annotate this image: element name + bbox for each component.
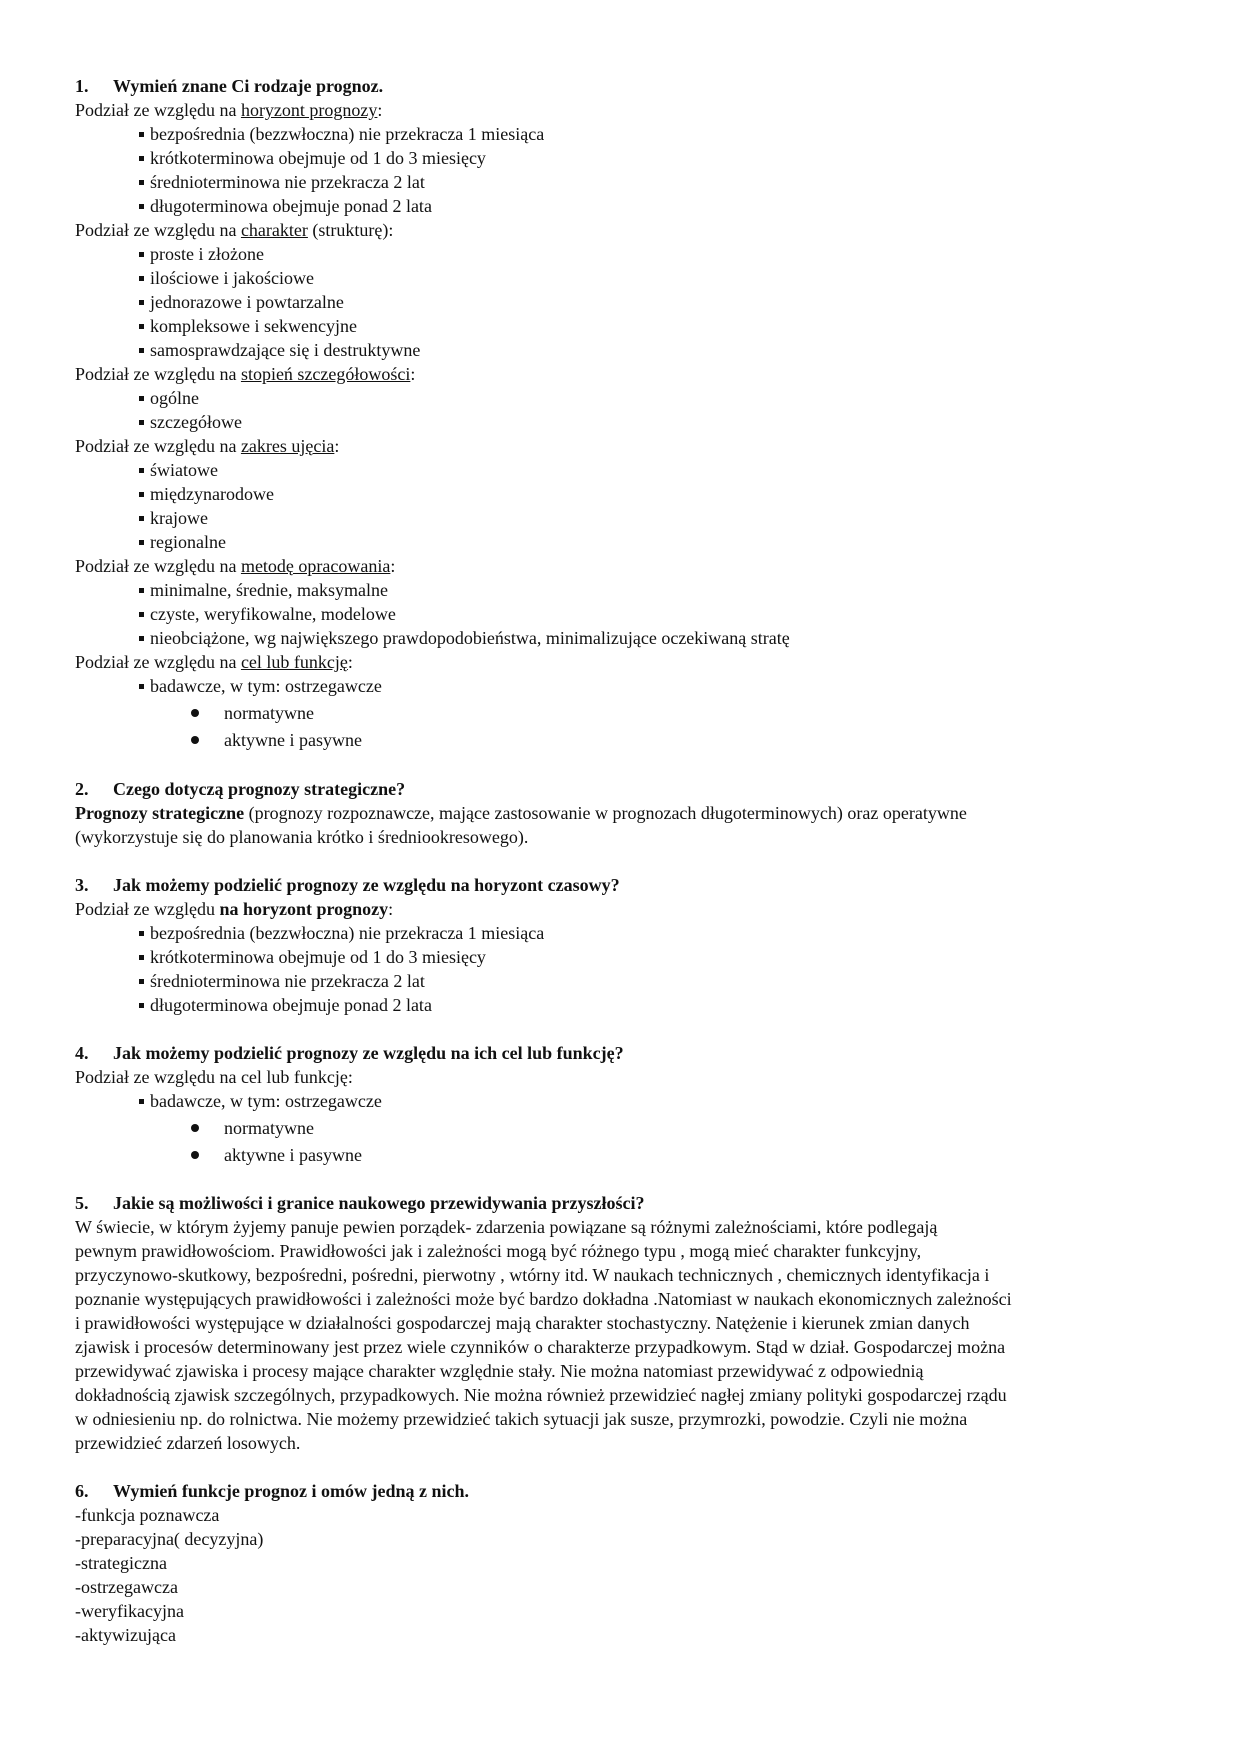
- answer-text: (prognozy rozpoznawcze, mające zastosowanie w prognozach długoterminowych) oraz operatywne: [244, 803, 967, 823]
- paragraph-line: pewnym prawidłowościom. Prawidłowości jak i zależności mogą być różnego typu , mogą mieć charakter funkcyjny,: [75, 1241, 922, 1261]
- division-heading-horizon: [75, 99, 382, 121]
- question-title: Jak możemy podzielić prognozy ze względu na horyzont czasowy?: [113, 875, 620, 895]
- list-item: proste i złożone: [150, 244, 264, 264]
- division-key: zakres ujęcia: [240, 436, 335, 456]
- list-item: ilościowe i jakościowe: [150, 268, 314, 288]
- question-number: 1.: [75, 76, 89, 96]
- question-number: 2.: [75, 779, 89, 799]
- division-prefix: Podział ze względu na: [75, 556, 241, 576]
- division-prefix: Podział ze względu na: [75, 364, 241, 384]
- division-suffix: :: [410, 364, 416, 384]
- division-key: na horyzont prognozy: [219, 899, 389, 919]
- list-item: długoterminowa obejmuje ponad 2 lata: [150, 196, 432, 216]
- function-item: -ostrzegawcza: [75, 1577, 178, 1597]
- question-3-heading: [75, 874, 620, 896]
- division-heading-character: [75, 219, 393, 241]
- function-item: -strategiczna: [75, 1553, 167, 1573]
- answer-line: (wykorzystuje się do planowania krótko i średniookresowego).: [75, 827, 529, 847]
- division-key: charakter: [240, 220, 308, 240]
- list-item: jednorazowe i powtarzalne: [150, 292, 344, 312]
- question-2-heading: [75, 778, 405, 800]
- list-item: krajowe: [150, 508, 208, 528]
- paragraph-line: przyczynowo-skutkowy, bezpośredni, pośredni, pierwotny , wtórny itd. W naukach technicznych , chemicznych identyfikacja i: [75, 1265, 990, 1285]
- function-item: -funkcja poznawcza: [75, 1505, 220, 1525]
- list-item: czyste, weryfikowalne, modelowe: [150, 604, 396, 624]
- paragraph-text: W świecie, w którym żyjemy panuje pewien porządek- zdarzenia powiązane są różnymi zależnościami, które podlegają: [75, 1217, 938, 1237]
- question-number: 4.: [75, 1043, 89, 1063]
- list-item: bezpośrednia (bezzwłoczna) nie przekracza 1 miesiąca: [150, 124, 545, 144]
- question-number: 5.: [75, 1193, 89, 1213]
- division-suffix: :: [334, 436, 340, 456]
- paragraph-line: przewidzieć zdarzeń losowych.: [75, 1433, 301, 1453]
- list-item: szczegółowe: [150, 412, 242, 432]
- list-item: średnioterminowa nie przekracza 2 lat: [150, 971, 425, 991]
- bold-lead: Prognozy strategiczne: [75, 803, 245, 823]
- list-item: krótkoterminowa obejmuje od 1 do 3 miesięcy: [150, 947, 486, 967]
- list-item: samosprawdzające się i destruktywne: [150, 340, 421, 360]
- sub-list-item: aktywne i pasywne: [224, 1145, 362, 1165]
- division-suffix: :: [388, 899, 394, 919]
- division-prefix: Podział ze względu na: [75, 436, 241, 456]
- division-prefix: Podział ze względu na: [75, 652, 241, 672]
- function-item: -weryfikacyjna: [75, 1601, 184, 1621]
- question-title: Jak możemy podzielić prognozy ze względu na ich cel lub funkcję?: [113, 1043, 624, 1063]
- question-title: Wymień znane Ci rodzaje prognoz.: [113, 76, 384, 96]
- question-6-heading: [75, 1480, 469, 1502]
- list-item: międzynarodowe: [150, 484, 274, 504]
- paragraph-line: i prawidłowości występujące w działalności gospodarczej mają charakter stochastyczny. Natężenie i kierunek zmian danych: [75, 1313, 970, 1333]
- division-suffix: (strukturę):: [307, 220, 394, 240]
- sub-list-item: normatywne: [224, 703, 314, 723]
- list-item: ogólne: [150, 388, 199, 408]
- paragraph-line: [75, 1216, 937, 1238]
- division-heading-purpose: Podział ze względu na cel lub funkcję:: [75, 1067, 353, 1087]
- sub-list-item: normatywne: [224, 1118, 314, 1138]
- paragraph-line: poznanie występujących prawidłowości i zależności może być bardzo dokładna .Natomiast w naukach ekonomicznych zależności: [75, 1289, 1012, 1309]
- list-item: średnioterminowa nie przekracza 2 lat: [150, 172, 425, 192]
- division-key: metodę opracowania: [240, 556, 391, 576]
- division-key: cel lub funkcję: [240, 652, 348, 672]
- division-key: horyzont prognozy: [240, 100, 378, 120]
- division-suffix: :: [390, 556, 396, 576]
- division-heading-purpose: [75, 651, 353, 673]
- list-item: bezpośrednia (bezzwłoczna) nie przekracza 1 miesiąca: [150, 923, 545, 943]
- list-item: badawcze, w tym: ostrzegawcze: [150, 1091, 382, 1111]
- division-heading-scope: [75, 435, 339, 457]
- list-item: badawcze, w tym: ostrzegawcze: [150, 676, 382, 696]
- list-item: krótkoterminowa obejmuje od 1 do 3 miesięcy: [150, 148, 486, 168]
- paragraph-line: zjawisk i procesów determinowany jest przez wiele czynników o charakterze przypadkowym. Stąd w dział. Gospodarczej można: [75, 1337, 1006, 1357]
- question-title: Czego dotyczą prognozy strategiczne?: [113, 779, 406, 799]
- question-5-heading: [75, 1192, 644, 1214]
- division-prefix: Podział ze względu: [75, 899, 220, 919]
- question-4-heading: [75, 1042, 624, 1064]
- division-heading-detail: [75, 363, 415, 385]
- division-key: stopień szczegółowości: [240, 364, 411, 384]
- division-suffix: :: [377, 100, 383, 120]
- question-number: 6.: [75, 1481, 89, 1501]
- division-heading-horizon: [75, 898, 393, 920]
- paragraph-line: przewidywać zjawiska i procesy mające charakter względnie stały. Nie można natomiast przewidywać z odpowiednią: [75, 1361, 924, 1381]
- paragraph-line: dokładnością zjawisk szczególnych, przypadkowych. Nie można również przewidzieć nagłej zmiany polityki gospodarczej rządu: [75, 1385, 1007, 1405]
- question-1-heading: [75, 75, 383, 97]
- answer-line: [75, 802, 967, 824]
- list-item: długoterminowa obejmuje ponad 2 lata: [150, 995, 432, 1015]
- list-item: regionalne: [150, 532, 226, 552]
- list-item: minimalne, średnie, maksymalne: [150, 580, 388, 600]
- function-item: -aktywizująca: [75, 1625, 176, 1645]
- division-suffix: :: [347, 652, 353, 672]
- question-number: 3.: [75, 875, 89, 895]
- division-prefix: Podział ze względu na: [75, 100, 241, 120]
- list-item: kompleksowe i sekwencyjne: [150, 316, 357, 336]
- paragraph-line: w odniesieniu np. do rolnictwa. Nie możemy przewidzieć takich sytuacji jak susze, przymrozki, powodzie. Czyli nie można: [75, 1409, 968, 1429]
- list-item: światowe: [150, 460, 218, 480]
- division-heading-method: [75, 555, 395, 577]
- division-prefix: Podział ze względu na: [75, 220, 241, 240]
- question-title: Wymień funkcje prognoz i omów jedną z nich.: [113, 1481, 470, 1501]
- function-item: -preparacyjna( decyzyjna): [75, 1529, 264, 1549]
- sub-list-item: aktywne i pasywne: [224, 730, 362, 750]
- question-title: Jakie są możliwości i granice naukowego przewidywania przyszłości?: [113, 1193, 645, 1213]
- list-item: nieobciążone, wg największego prawdopodobieństwa, minimalizujące oczekiwaną stratę: [150, 628, 790, 648]
